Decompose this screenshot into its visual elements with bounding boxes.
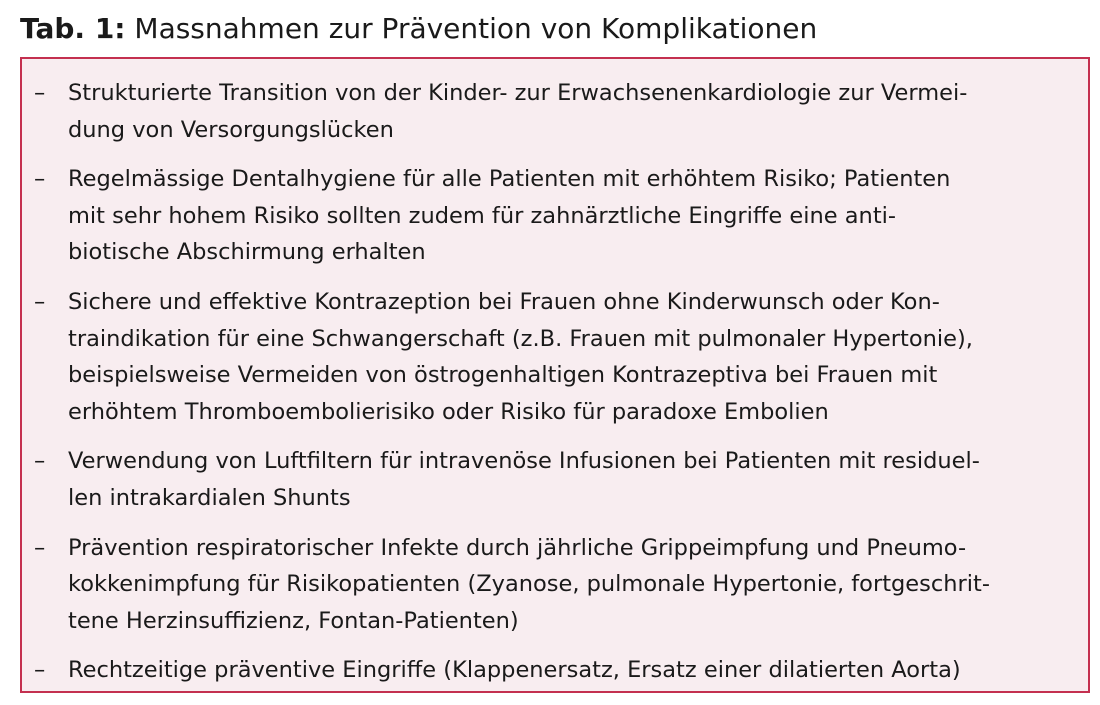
bullet-dash: – xyxy=(34,657,46,684)
table-label: Tab. 1: xyxy=(20,12,126,45)
list-item-text-line: Prävention respiratorischer Infekte durch jährliche Grippeimpfung und Pneumo- xyxy=(68,534,967,561)
list-item-text-line: beispielsweise Vermeiden von östrogenhaltigen Kontrazeptiva bei Frauen mit xyxy=(68,362,938,389)
list-item-text-line: Regelmässige Dentalhygiene für alle Patienten mit erhöhtem Risiko; Patienten xyxy=(68,166,951,193)
list-item xyxy=(34,161,1088,271)
list-item-text-line: Rechtzeitige präventive Eingriffe (Klappenersatz, Ersatz einer dilatierten Aorta) xyxy=(68,657,961,684)
bullet-dash: – xyxy=(34,534,46,561)
list-item-text-line: Sichere und effektive Kontrazeption bei Frauen ohne Kinderwunsch oder Kon- xyxy=(68,288,940,315)
list-item-text-line: erhöhtem Thromboembolierisiko oder Risiko für paradoxe Embolien xyxy=(68,398,829,425)
list-item-text-line: biotische Abschirmung erhalten xyxy=(68,239,426,266)
table-box xyxy=(20,57,1090,693)
list-item-text-line: mit sehr hohem Risiko sollten zudem für zahnärztliche Eingriffe eine anti- xyxy=(68,202,897,229)
bullet-dash: – xyxy=(34,166,46,193)
bullet-dash: – xyxy=(34,80,46,106)
list-item xyxy=(34,443,1088,516)
list-item xyxy=(34,530,1088,640)
list-item-text-line: Strukturierte Transition von der Kinder- zur Erwachsenenkardiologie zur Vermei- xyxy=(68,80,968,106)
list-item-text-line: traindikation für eine Schwangerschaft (z.B. Frauen mit pulmonaler Hypertonie), xyxy=(68,325,973,352)
list-item-text-line: Verwendung von Luftfiltern für intravenöse Infusionen bei Patienten mit residuel- xyxy=(68,448,980,475)
table-title: Massnahmen zur Prävention von Komplikationen xyxy=(134,12,818,45)
table-caption xyxy=(20,12,817,46)
list-item-text-line: tene Herzinsuffizienz, Fontan-Patienten) xyxy=(68,607,519,634)
list-item xyxy=(34,75,1088,148)
list-item xyxy=(34,652,1088,689)
list-item xyxy=(34,284,1088,430)
list-item-text-line: dung von Versorgungslücken xyxy=(68,116,394,143)
list-item-text-line: kokkenimpfung für Risikopatienten (Zyanose, pulmonale Hypertonie, fortgeschrit- xyxy=(68,571,990,598)
bullet-dash: – xyxy=(34,448,46,475)
measures-list xyxy=(34,75,1088,689)
list-item-text-line: len intrakardialen Shunts xyxy=(68,484,351,511)
bullet-dash: – xyxy=(34,288,46,315)
